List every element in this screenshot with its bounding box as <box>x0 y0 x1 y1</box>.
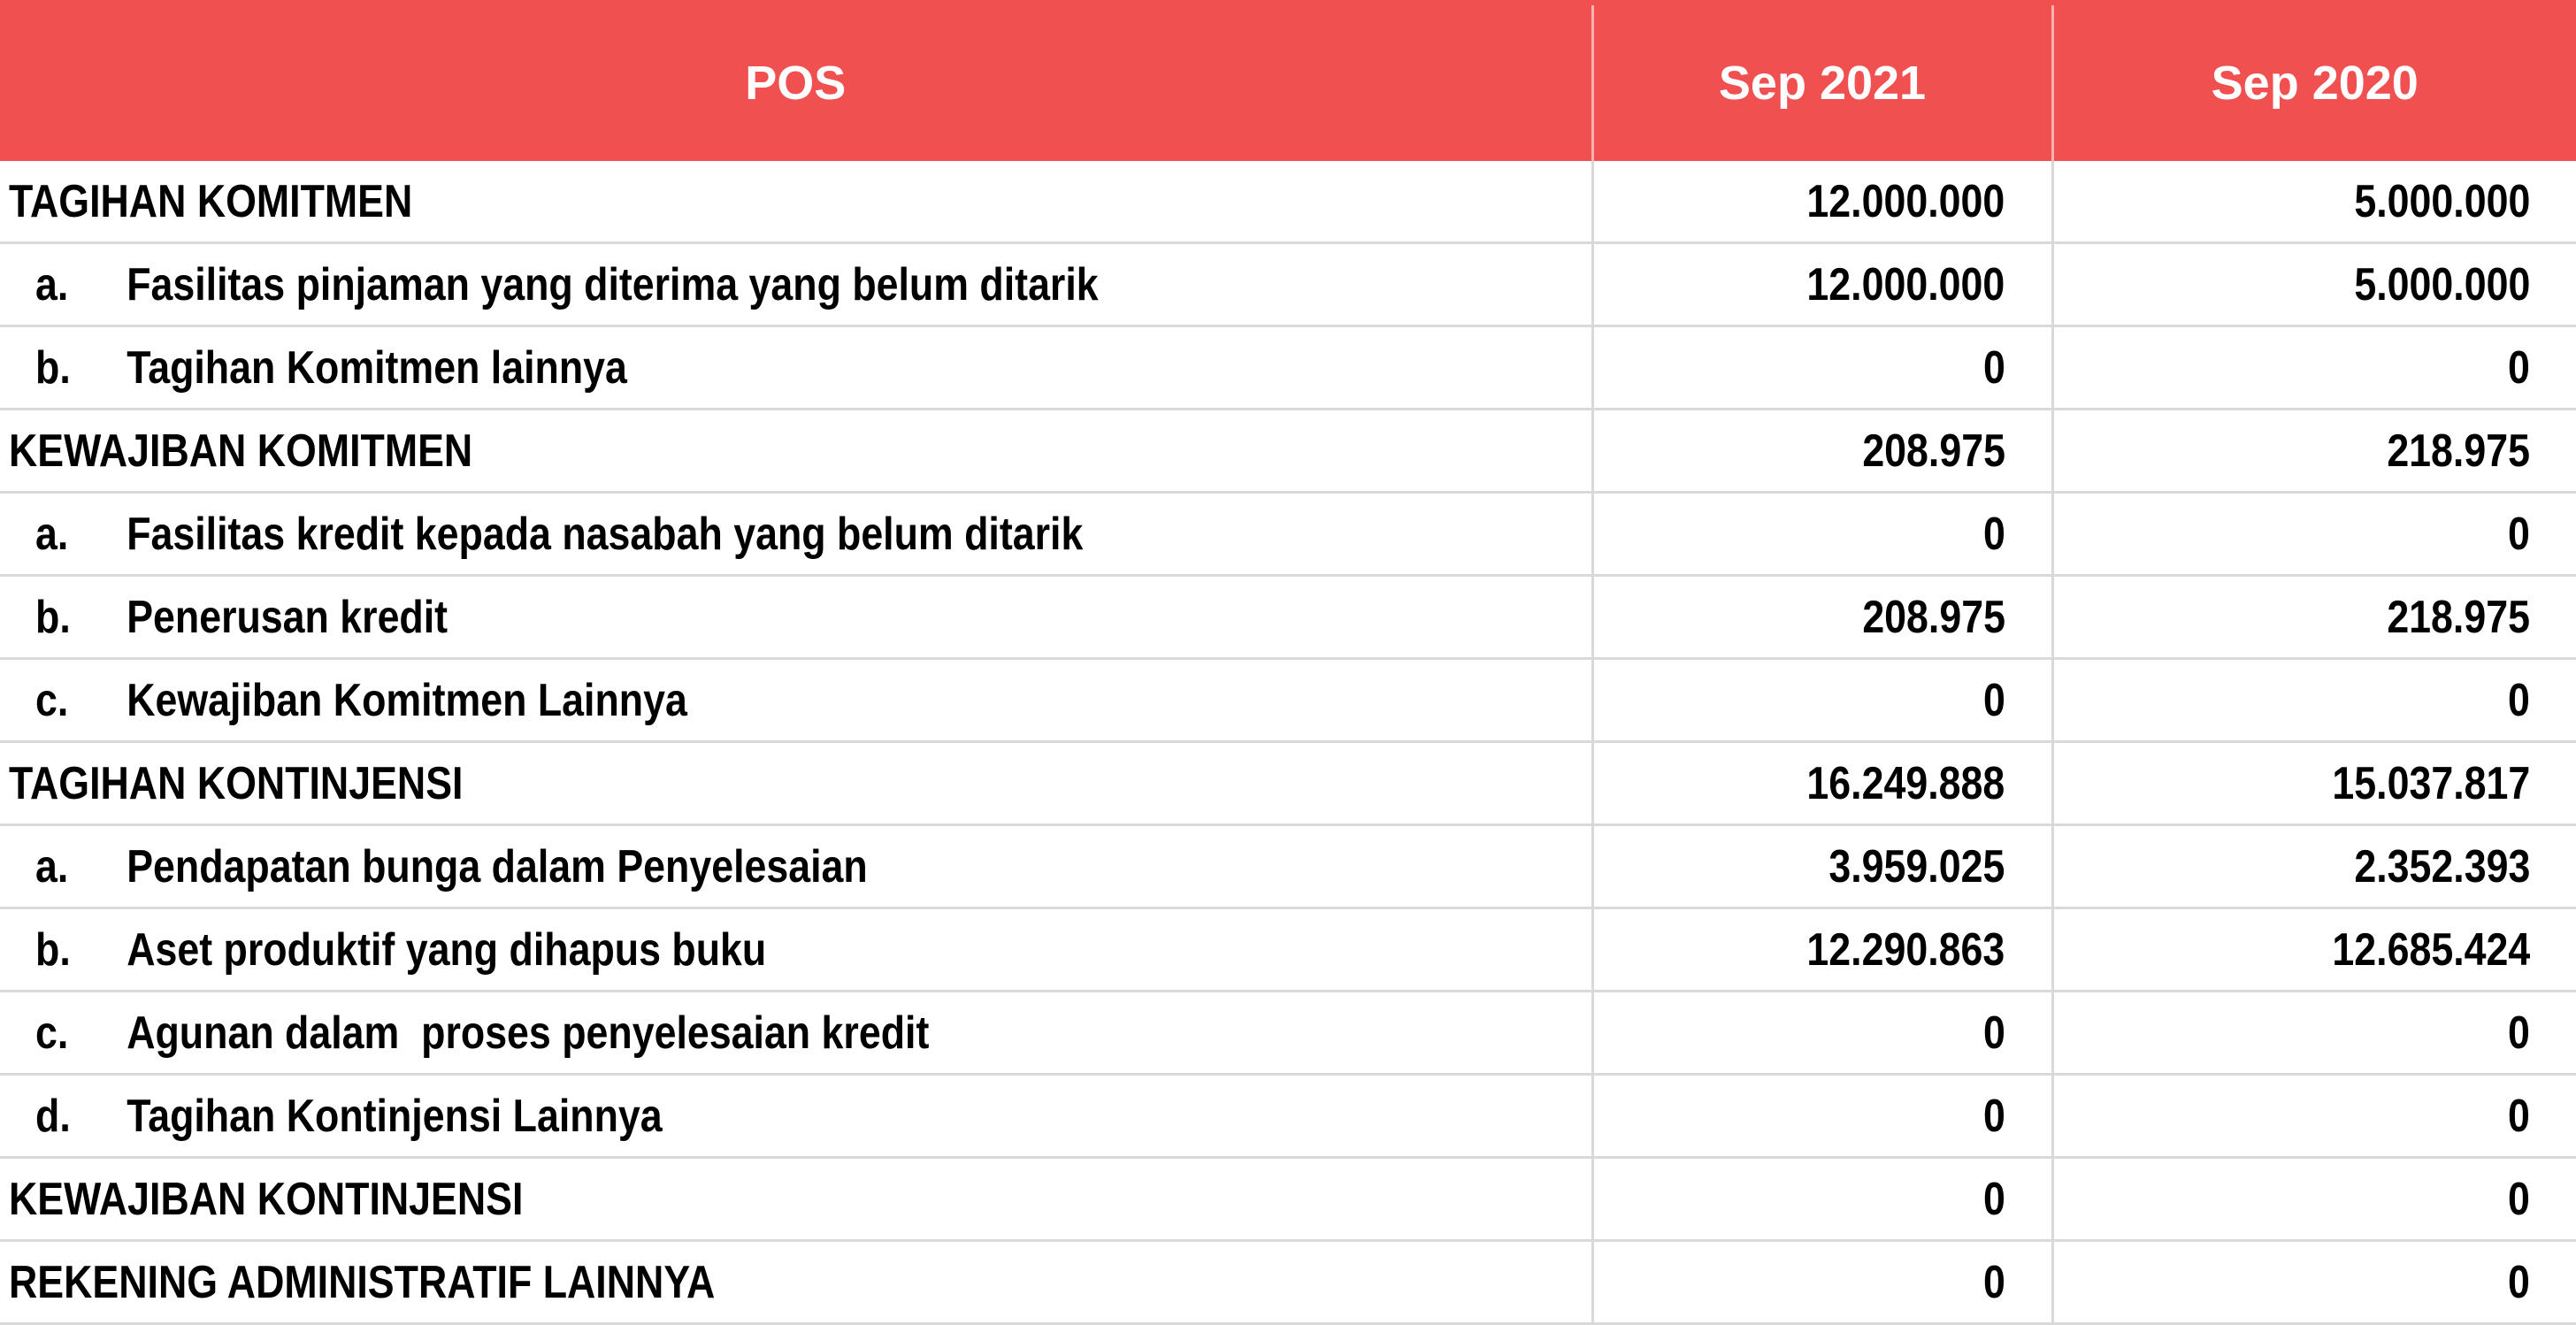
row-label: REKENING ADMINISTRATIF LAINNYA <box>0 1241 1592 1324</box>
value-sep-2020: 2.352.393 <box>2052 825 2576 908</box>
row-label: a. Pendapatan bunga dalam Penyelesaian <box>0 825 1592 908</box>
row-letter: d. <box>35 1090 71 1142</box>
row-letter: a. <box>35 840 69 892</box>
table-row <box>0 243 2576 326</box>
table-row <box>0 161 2576 243</box>
row-label: c. Agunan dalam proses penyelesaian kredit <box>0 992 1592 1075</box>
table-row <box>0 742 2576 825</box>
value-sep-2021: 0 <box>1592 1075 2052 1158</box>
row-label: b. Tagihan Komitmen lainnya <box>0 326 1592 410</box>
value-sep-2021: 12.000.000 <box>1592 243 2052 326</box>
table-row <box>0 908 2576 992</box>
row-letter: b. <box>35 341 71 394</box>
row-label: TAGIHAN KONTINJENSI <box>0 742 1592 825</box>
value-sep-2021: 0 <box>1592 1241 2052 1324</box>
table-row <box>0 1075 2576 1158</box>
header-sep-2020: Sep 2020 <box>2052 3 2576 161</box>
row-label: KEWAJIBAN KONTINJENSI <box>0 1158 1592 1241</box>
table-row <box>0 493 2576 576</box>
value-sep-2020: 218.975 <box>2052 576 2576 659</box>
table-row <box>0 825 2576 908</box>
row-letter: c. <box>35 1007 69 1059</box>
value-sep-2020: 15.037.817 <box>2052 742 2576 825</box>
table-row <box>0 1158 2576 1241</box>
value-sep-2021: 16.249.888 <box>1592 742 2052 825</box>
row-label: b. Aset produktif yang dihapus buku <box>0 908 1592 992</box>
row-label: a. Fasilitas kredit kepada nasabah yang belum ditarik <box>0 493 1592 576</box>
value-sep-2020: 0 <box>2052 493 2576 576</box>
value-sep-2020: 0 <box>2052 659 2576 742</box>
row-label: KEWAJIBAN KOMITMEN <box>0 410 1592 493</box>
value-sep-2020: 12.685.424 <box>2052 908 2576 992</box>
table-row <box>0 576 2576 659</box>
header-sep-2021: Sep 2021 <box>1592 3 2052 161</box>
value-sep-2020: 0 <box>2052 1241 2576 1324</box>
row-label: d. Tagihan Kontinjensi Lainnya <box>0 1075 1592 1158</box>
value-sep-2021: 0 <box>1592 992 2052 1075</box>
table-row <box>0 326 2576 410</box>
value-sep-2021: 208.975 <box>1592 410 2052 493</box>
value-sep-2021: 12.000.000 <box>1592 161 2052 243</box>
row-label: b. Penerusan kredit <box>0 576 1592 659</box>
value-sep-2021: 208.975 <box>1592 576 2052 659</box>
value-sep-2021: 3.959.025 <box>1592 825 2052 908</box>
row-letter: b. <box>35 591 71 643</box>
value-sep-2020: 218.975 <box>2052 410 2576 493</box>
table-row <box>0 1241 2576 1324</box>
header-pos: POS <box>0 3 1592 161</box>
value-sep-2020: 5.000.000 <box>2052 161 2576 243</box>
value-sep-2020: 0 <box>2052 1075 2576 1158</box>
value-sep-2021: 12.290.863 <box>1592 908 2052 992</box>
row-label: a. Fasilitas pinjaman yang diterima yang belum ditarik <box>0 243 1592 326</box>
row-letter: b. <box>35 923 71 976</box>
table-row <box>0 410 2576 493</box>
table-row <box>0 659 2576 742</box>
header-row <box>0 3 2576 161</box>
row-label: TAGIHAN KOMITMEN <box>0 161 1592 243</box>
value-sep-2020: 0 <box>2052 326 2576 410</box>
value-sep-2021: 0 <box>1592 1158 2052 1241</box>
value-sep-2020: 0 <box>2052 992 2576 1075</box>
row-label: c. Kewajiban Komitmen Lainnya <box>0 659 1592 742</box>
value-sep-2021: 0 <box>1592 326 2052 410</box>
row-letter: a. <box>35 258 69 310</box>
value-sep-2020: 5.000.000 <box>2052 243 2576 326</box>
value-sep-2021: 0 <box>1592 493 2052 576</box>
row-letter: c. <box>35 674 69 726</box>
value-sep-2021: 0 <box>1592 659 2052 742</box>
value-sep-2020: 0 <box>2052 1158 2576 1241</box>
row-letter: a. <box>35 508 69 560</box>
table-row <box>0 992 2576 1075</box>
